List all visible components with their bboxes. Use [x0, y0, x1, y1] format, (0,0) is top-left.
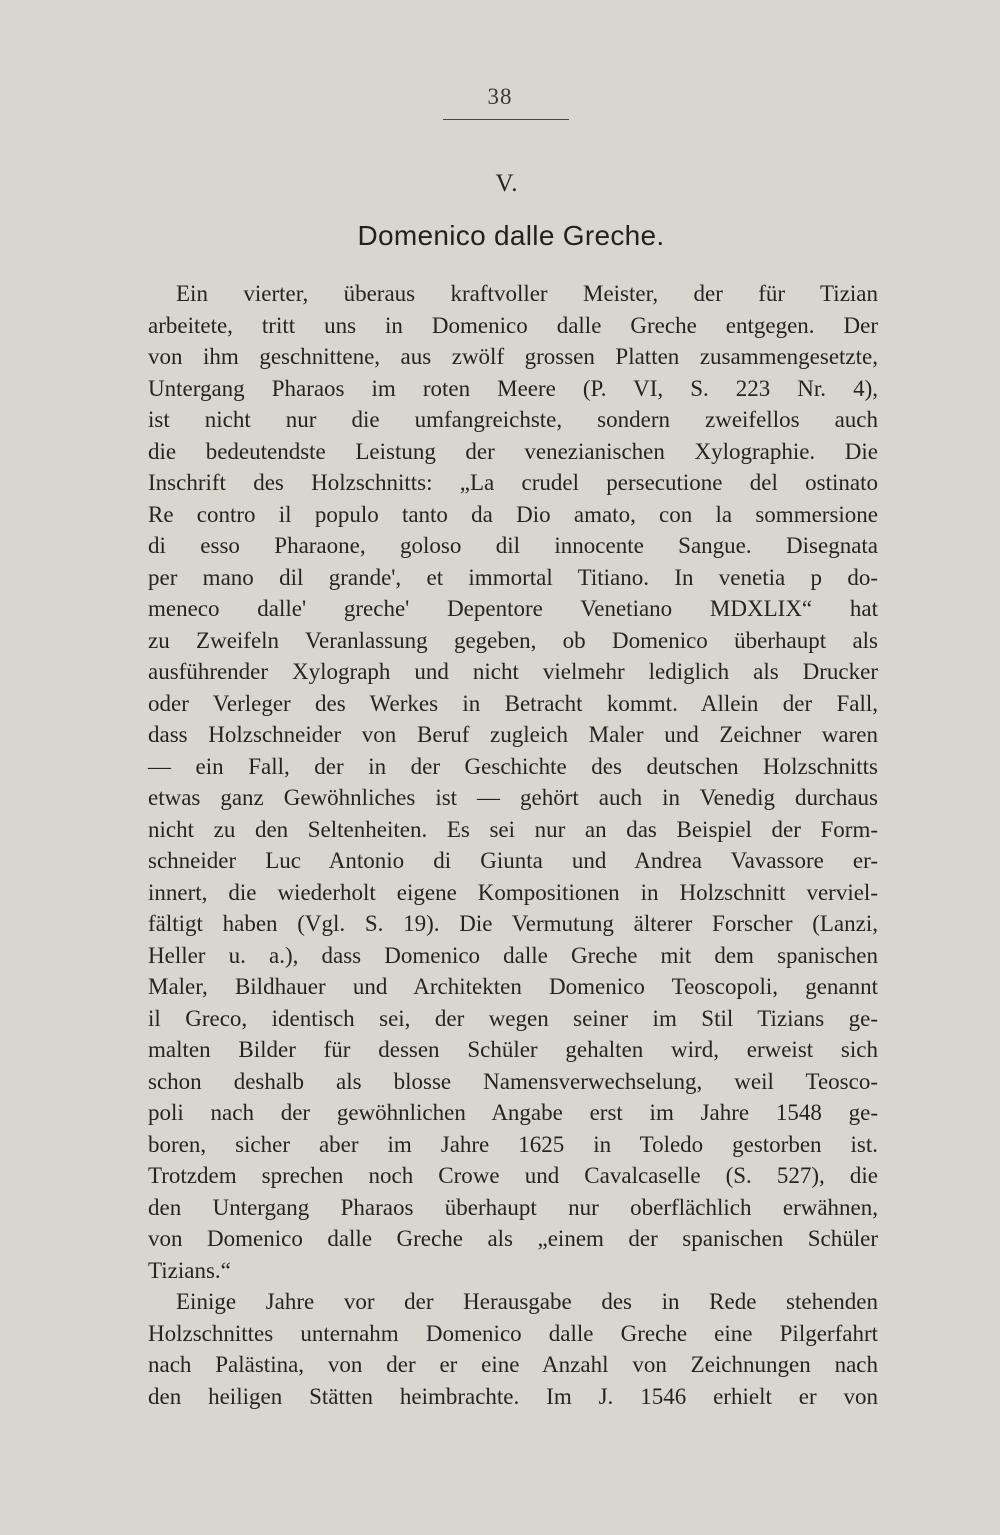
text-line: Maler, Bildhauer und Architekten Domenico Teoscopoli, genannt [148, 974, 878, 999]
text-line: Trotzdem sprechen noch Crowe und Cavalcaselle (S. 527), die [148, 1163, 878, 1188]
text-line: nicht zu den Seltenheiten. Es sei nur an das Beispiel der Form- [148, 816, 878, 842]
text-line: ist nicht nur die umfangreichste, sondern zweifellos auch [148, 407, 878, 432]
section-title: Domenico dalle Greche. [357, 220, 665, 251]
text-line: innert, die wiederholt eigene Kompositionen in Holzschnitt verviel- [148, 879, 878, 905]
text-line: von Domenico dalle Greche als „einem der spanischen Schüler [148, 1226, 878, 1251]
text-line: Ein vierter, überaus kraftvoller Meister, der für Tizian [176, 281, 878, 306]
text-line: schon deshalb als blosse Namensverwechselung, weil Teosco- [148, 1068, 878, 1094]
text-line: zu Zweifeln Veranlassung gegeben, ob Domenico überhaupt als [148, 627, 878, 653]
page-number: 38 [487, 84, 513, 109]
header-rule [443, 119, 569, 120]
text-line: fältigt haben (Vgl. S. 19). Die Vermutung älterer Forscher (Lanzi, [148, 911, 878, 936]
text-line: di esso Pharaone, goloso dil innocente Sangue. Disegnata [148, 533, 878, 558]
text-line: nach Palästina, von der er eine Anzahl von Zeichnungen nach [148, 1352, 878, 1377]
text-line: oder Verleger des Werkes in Betracht kommt. Allein der Fall, [148, 690, 878, 716]
text-line: arbeitete, tritt uns in Domenico dalle Greche entgegen. Der [148, 312, 878, 338]
text-line: ausführender Xylograph und nicht vielmehr lediglich als Drucker [148, 659, 878, 684]
text-line: den heiligen Stätten heimbrachte. Im J. 1546 erhielt er von [148, 1383, 878, 1409]
text-line: per mano dil grande', et immortal Titiano. In venetia p do- [148, 564, 878, 590]
body-text [148, 278, 878, 1412]
text-line: Einige Jahre vor der Herausgabe des in Rede stehenden [176, 1289, 878, 1314]
text-line: poli nach der gewöhnlichen Angabe erst im Jahre 1548 ge- [148, 1100, 878, 1125]
text-line: Heller u. a.), dass Domenico dalle Greche mit dem spanischen [148, 942, 878, 968]
text-line: Re contro il populo tanto da Dio amato, con la sommersione [148, 501, 878, 527]
text-line: boren, sicher aber im Jahre 1625 in Toledo gestorben ist. [148, 1131, 878, 1157]
text-line: meneco dalle' greche' Depentore Venetiano MDXLIX“ hat [148, 596, 878, 621]
text-line: schneider Luc Antonio di Giunta und Andrea Vavassore er- [148, 848, 878, 873]
text-line: il Greco, identisch sei, der wegen seiner im Stil Tizians ge- [148, 1005, 878, 1031]
text-line: dass Holzschneider von Beruf zugleich Maler und Zeichner waren [148, 722, 878, 747]
text-line: etwas ganz Gewöhnliches ist — gehört auch in Venedig durchaus [148, 785, 878, 810]
text-line: den Untergang Pharaos überhaupt nur oberflächlich erwähnen, [148, 1194, 878, 1220]
text-line: Holzschnittes unternahm Domenico dalle Greche eine Pilgerfahrt [148, 1320, 878, 1346]
text-line: Inschrift des Holzschnitts: „La crudel persecutione del ostinato [148, 470, 878, 495]
section-number: V. [495, 170, 519, 197]
text-line: malten Bilder für dessen Schüler gehalten wird, erweist sich [148, 1037, 878, 1062]
text-line: — ein Fall, der in der Geschichte des deutschen Holzschnitts [148, 753, 878, 779]
text-line: die bedeutendste Leistung der venezianischen Xylographie. Die [148, 438, 878, 464]
text-line: Tizians.“ [148, 1257, 231, 1283]
text-line: von ihm geschnittene, aus zwölf grossen Platten zusammengesetzte, [148, 344, 878, 369]
text-line: Untergang Pharaos im roten Meere (P. VI, S. 223 Nr. 4), [148, 375, 878, 401]
